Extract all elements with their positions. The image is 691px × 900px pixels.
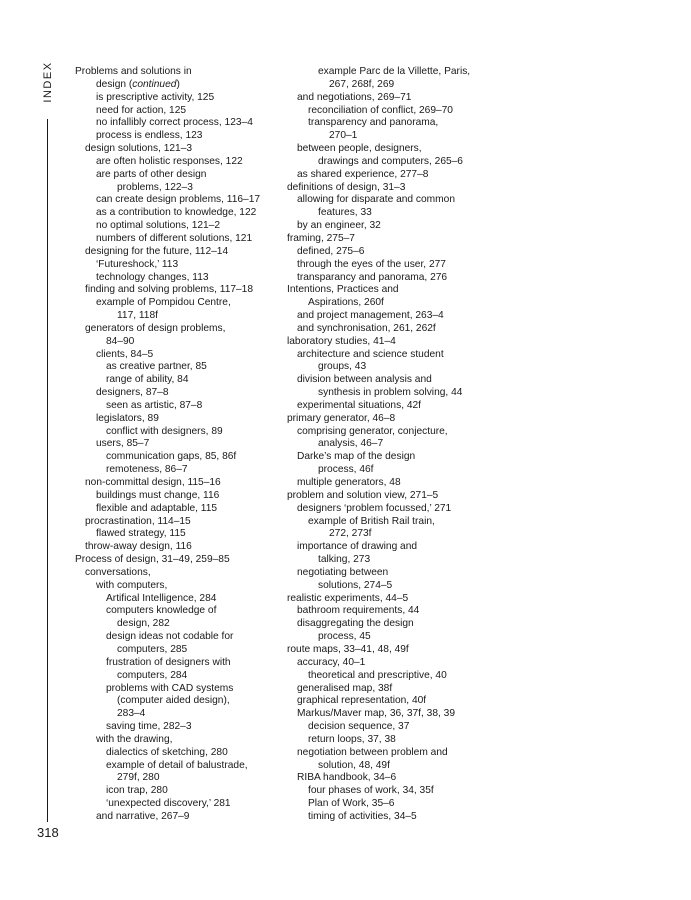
index-entry — [75, 156, 290, 169]
index-entry-text: flawed strategy, 115 — [96, 528, 186, 540]
index-entry — [75, 194, 290, 207]
index-entry-text: example of British Rail train, — [308, 515, 435, 527]
index-entry — [75, 503, 290, 516]
index-entry-text: design solutions, 121–3 — [85, 143, 193, 155]
index-entry-text: non-committal design, 115–16 — [85, 477, 221, 488]
index-entry-text: example Parc de la Villette, Paris, — [318, 66, 471, 77]
index-entry-text: with computers, — [96, 579, 168, 591]
index-entry-text: is prescriptive activity, 125 — [96, 91, 215, 103]
index-entry-text: transparency and panorama, — [308, 117, 439, 129]
index-entry-text: timing of activities, 34–5 — [308, 810, 417, 822]
index-entry — [287, 503, 487, 516]
index-entry-text: problems with CAD systems — [106, 682, 234, 694]
index-entry — [287, 593, 487, 606]
index-entry — [287, 79, 487, 92]
index-entry — [75, 207, 290, 220]
index-entry — [75, 387, 290, 400]
index-entry — [75, 323, 290, 336]
index-entry — [287, 66, 487, 79]
index-entry-text: seen as artistic, 87–8 — [106, 399, 203, 411]
index-entry — [287, 670, 487, 683]
index-entry — [75, 272, 290, 285]
index-entry-text: graphical representation, 40f — [297, 695, 427, 707]
index-entry — [75, 413, 290, 426]
index-entry — [75, 169, 290, 182]
index-entry — [287, 246, 487, 259]
index-entry — [75, 374, 290, 387]
index-entry — [287, 336, 487, 349]
index-entry-text: Process of design, 31–49, 259–85 — [75, 554, 230, 566]
index-entry-text: return loops, 37, 38 — [308, 733, 396, 745]
index-entry-text: negotiation between problem and — [297, 746, 448, 758]
index-entry-text: as a contribution to knowledge, 122 — [96, 207, 257, 219]
index-entry-text: laboratory studies, 41–4 — [287, 335, 396, 347]
index-entry-text: four phases of work, 34, 35f — [308, 785, 434, 797]
index-entry-text: bathroom requirements, 44 — [297, 605, 420, 617]
index-entry-text: allowing for disparate and common — [297, 194, 455, 206]
index-entry — [287, 374, 487, 387]
index-entry-text: division between analysis and — [297, 374, 432, 386]
index-entry — [75, 811, 290, 824]
index-entry — [287, 721, 487, 734]
page-number: 318 — [37, 825, 59, 840]
index-entry — [287, 567, 487, 580]
index-entry-text: framing, 275–7 — [287, 232, 355, 244]
index-entry-text: disaggregating the design — [297, 618, 414, 630]
index-entry-text: 84–90 — [106, 335, 135, 347]
index-entry — [287, 438, 487, 451]
index-entry-text: 270–1 — [329, 130, 358, 142]
index-entry-text: between people, designers, — [297, 143, 422, 155]
index-entry — [287, 117, 487, 130]
index-entry — [75, 541, 290, 554]
index-entry-text: numbers of different solutions, 121 — [96, 232, 253, 244]
index-entry — [287, 631, 487, 644]
index-entry — [75, 708, 290, 721]
index-entry — [287, 618, 487, 631]
index-entry-text: RIBA handbook, 34–6 — [297, 772, 397, 784]
index-entry-text: are parts of other design — [96, 168, 207, 180]
index-entry-text: clients, 84–5 — [96, 348, 154, 360]
index-entry — [75, 105, 290, 118]
index-entry — [287, 323, 487, 336]
index-entry — [75, 721, 290, 734]
index-entry-text: and synchronisation, 261, 262f — [297, 322, 436, 334]
index-entry — [287, 708, 487, 721]
index-entry — [287, 207, 487, 220]
index-entry-text: decision sequence, 37 — [308, 721, 410, 733]
index-entry — [287, 413, 487, 426]
index-entry-text: reconciliation of conflict, 269–70 — [308, 104, 453, 116]
index-entry — [75, 361, 290, 374]
index-entry — [75, 66, 290, 79]
index-entry-text: are often holistic responses, 122 — [96, 155, 243, 167]
index-entry — [287, 734, 487, 747]
index-entry-text: negotiating between — [297, 566, 389, 578]
index-entry — [75, 349, 290, 362]
index-entry-text: talking, 273 — [318, 554, 371, 566]
index-entry-text: importance of drawing and — [297, 541, 418, 553]
index-entry — [75, 490, 290, 503]
index-entry-text: icon trap, 280 — [106, 785, 168, 797]
index-entry — [287, 477, 487, 490]
index-entry-text: generators of design problems, — [85, 322, 226, 334]
vertical-rule — [47, 119, 48, 822]
index-entry — [287, 490, 487, 503]
index-entry — [287, 657, 487, 670]
index-entry-text: designers ‘problem focussed,’ 271 — [297, 502, 452, 514]
index-entry-text: example of Pompidou Centre, — [96, 297, 231, 309]
index-entry-text: procrastination, 114–15 — [85, 515, 191, 527]
index-entry-text: Intentions, Practices and — [287, 284, 399, 296]
index-entry — [75, 400, 290, 413]
index-entry — [287, 259, 487, 272]
index-entry — [75, 683, 290, 696]
index-entry — [287, 400, 487, 413]
index-entry — [75, 605, 290, 618]
index-entry-text: need for action, 125 — [96, 104, 187, 116]
index-entry — [75, 246, 290, 259]
index-entry-text: no optimal solutions, 121–2 — [96, 220, 221, 232]
index-entry — [287, 747, 487, 760]
index-entry — [287, 644, 487, 657]
index-entry — [75, 528, 290, 541]
index-entry-text: architecture and science student — [297, 348, 444, 360]
index-entry-text: generalised map, 38f — [297, 682, 393, 694]
index-entry-text: process, 46f — [318, 464, 374, 476]
index-entry — [75, 130, 290, 143]
index-entry-text: and narrative, 267–9 — [96, 810, 190, 822]
index-entry — [75, 554, 290, 567]
index-entry — [75, 79, 290, 92]
index-entry — [287, 284, 487, 297]
index-entry-text: solutions, 274–5 — [318, 579, 393, 591]
index-entry-text: ‘Futureshock,’ 113 — [96, 258, 179, 270]
index-entry-text: definitions of design, 31–3 — [287, 181, 406, 193]
index-entry-text: example of detail of balustrade, — [106, 759, 248, 771]
index-entry-text: Artifical Intelligence, 284 — [106, 592, 217, 604]
index-entry — [75, 618, 290, 631]
index-entry — [287, 92, 487, 105]
index-entry-text: groups, 43 — [318, 361, 367, 373]
index-entry-text: saving time, 282–3 — [106, 721, 192, 733]
index-entry-text: and project management, 263–4 — [297, 310, 444, 322]
index-entry — [75, 567, 290, 580]
index-entry — [75, 451, 290, 464]
index-entry-text: features, 33 — [318, 207, 372, 219]
index-entry — [75, 798, 290, 811]
index-entry-text: conflict with designers, 89 — [106, 425, 223, 437]
index-entry-text: buildings must change, 116 — [96, 489, 220, 501]
index-entry-text: legislators, 89 — [96, 412, 159, 424]
index-column-left — [75, 66, 290, 824]
index-entry — [287, 194, 487, 207]
index-entry — [287, 772, 487, 785]
index-entry-text: route maps, 33–41, 48, 49f — [287, 643, 409, 655]
index-entry — [75, 785, 290, 798]
index-entry — [287, 541, 487, 554]
index-entry — [75, 516, 290, 529]
index-entry-text: transparancy and panorama, 276 — [297, 271, 448, 283]
index-entry — [75, 631, 290, 644]
index-entry-suffix: ) — [176, 78, 180, 90]
index-entry — [287, 554, 487, 567]
index-entry-text: analysis, 46–7 — [318, 438, 384, 450]
index-entry — [75, 747, 290, 760]
index-entry-text: theoretical and prescriptive, 40 — [308, 669, 447, 681]
index-entry — [287, 169, 487, 182]
index-entry — [287, 361, 487, 374]
index-entry-text: design ideas not codable for — [106, 631, 234, 643]
index-entry — [287, 182, 487, 195]
index-entry — [75, 760, 290, 773]
index-entry — [287, 143, 487, 156]
index-entry — [287, 156, 487, 169]
index-entry-text: computers, 285 — [117, 643, 188, 655]
index-entry — [75, 143, 290, 156]
index-entry-text: design, 282 — [117, 618, 170, 630]
index-entry — [287, 811, 487, 824]
index-entry — [287, 105, 487, 118]
index-entry-text: problem and solution view, 271–5 — [287, 489, 439, 501]
index-entry-text: (computer aided design), — [117, 695, 230, 707]
index-entry-text: designing for the future, 112–14 — [85, 245, 229, 257]
index-entry — [75, 310, 290, 323]
index-entry — [287, 695, 487, 708]
index-entry-text: as creative partner, 85 — [106, 361, 207, 373]
index-entry-text: multiple generators, 48 — [297, 477, 401, 488]
index-entry-text: computers knowledge of — [106, 605, 217, 617]
index-entry — [75, 772, 290, 785]
index-entry-text: 283–4 — [117, 708, 146, 720]
index-entry — [75, 426, 290, 439]
index-entry-text: through the eyes of the user, 277 — [297, 258, 446, 270]
index-entry-text: remoteness, 86–7 — [106, 464, 188, 476]
index-entry-text: experimental situations, 42f — [297, 399, 422, 411]
index-entry — [287, 220, 487, 233]
index-entry — [75, 644, 290, 657]
index-entry-text: 117, 118f — [117, 310, 158, 322]
index-entry-text: designers, 87–8 — [96, 387, 169, 399]
index-entry — [287, 760, 487, 773]
index-entry — [287, 798, 487, 811]
index-entry — [75, 438, 290, 451]
index-entry-text: realistic experiments, 44–5 — [287, 592, 409, 604]
index-entry — [287, 272, 487, 285]
index-entry — [75, 464, 290, 477]
index-entry-text: ‘unexpected discovery,’ 281 — [106, 798, 231, 810]
index-entry — [287, 233, 487, 246]
index-entry — [75, 233, 290, 246]
index-entry-text: throw-away design, 116 — [85, 541, 192, 553]
index-entry-text: flexible and adaptable, 115 — [96, 502, 218, 514]
index-entry — [75, 92, 290, 105]
index-entry-text: Plan of Work, 35–6 — [308, 798, 395, 810]
index-entry — [287, 528, 487, 541]
index-entry-text: no infallibly correct process, 123–4 — [96, 117, 253, 129]
index-entry-italic: continued — [132, 78, 177, 90]
index-entry-text: comprising generator, conjecture, — [297, 425, 448, 437]
index-entry — [287, 516, 487, 529]
index-entry — [75, 220, 290, 233]
index-entry-text: defined, 275–6 — [297, 245, 365, 257]
index-entry — [75, 670, 290, 683]
index-entry — [75, 117, 290, 130]
index-entry-text: and negotiations, 269–71 — [297, 91, 412, 103]
index-column-right — [287, 66, 487, 824]
index-entry — [75, 593, 290, 606]
index-entry — [75, 734, 290, 747]
index-entry-text: Darke’s map of the design — [297, 451, 416, 463]
running-head-label: INDEX — [42, 61, 54, 103]
index-entry-text: Problems and solutions in — [75, 66, 192, 77]
index-entry-text: design ( — [96, 78, 133, 90]
index-entry-text: solution, 48, 49f — [318, 759, 390, 771]
index-entry — [287, 451, 487, 464]
index-entry-text: technology changes, 113 — [96, 271, 209, 283]
index-entry-text: 279f, 280 — [117, 772, 160, 784]
index-entry-text: drawings and computers, 265–6 — [318, 155, 463, 167]
index-entry-text: process, 45 — [318, 631, 371, 643]
index-entry-text: process is endless, 123 — [96, 130, 203, 142]
index-entry-text: accuracy, 40–1 — [297, 656, 366, 668]
index-entry — [75, 477, 290, 490]
index-entry-text: 267, 268f, 269 — [329, 78, 395, 90]
index-entry-text: finding and solving problems, 117–18 — [85, 284, 254, 296]
index-entry — [287, 683, 487, 696]
index-entry-text: as shared experience, 277–8 — [297, 168, 429, 180]
index-entry-text: computers, 284 — [117, 669, 188, 681]
index-entry-text: Aspirations, 260f — [308, 297, 384, 309]
index-entry-text: with the drawing, — [96, 733, 173, 745]
index-entry-text: primary generator, 46–8 — [287, 412, 396, 424]
index-entry-text: range of ability, 84 — [106, 374, 189, 386]
index-entry — [287, 130, 487, 143]
index-entry — [75, 259, 290, 272]
index-entry — [75, 657, 290, 670]
index-entry — [75, 695, 290, 708]
index-entry — [75, 580, 290, 593]
index-entry-text: can create design problems, 116–17 — [96, 194, 261, 206]
index-entry-text: dialectics of sketching, 280 — [106, 746, 228, 758]
index-entry — [287, 387, 487, 400]
index-entry — [75, 336, 290, 349]
index-entry — [287, 426, 487, 439]
index-entry — [287, 297, 487, 310]
index-entry-text: conversations, — [85, 566, 151, 578]
index-entry — [287, 349, 487, 362]
index-entry-text: by an engineer, 32 — [297, 220, 381, 232]
index-entry-text: 272, 273f — [329, 528, 372, 540]
index-entry — [75, 284, 290, 297]
index-entry — [287, 464, 487, 477]
index-entry — [287, 785, 487, 798]
index-entry — [75, 297, 290, 310]
index-entry — [287, 310, 487, 323]
index-entry-text: communication gaps, 85, 86f — [106, 451, 237, 463]
index-entry-text: problems, 122–3 — [117, 181, 193, 193]
index-entry-text: synthesis in problem solving, 44 — [318, 387, 463, 399]
index-entry-text: frustration of designers with — [106, 656, 231, 668]
index-entry — [287, 580, 487, 593]
index-entry — [287, 605, 487, 618]
index-entry — [75, 182, 290, 195]
index-entry-text: Markus/Maver map, 36, 37f, 38, 39 — [297, 708, 455, 720]
index-entry-text: users, 85–7 — [96, 438, 150, 450]
